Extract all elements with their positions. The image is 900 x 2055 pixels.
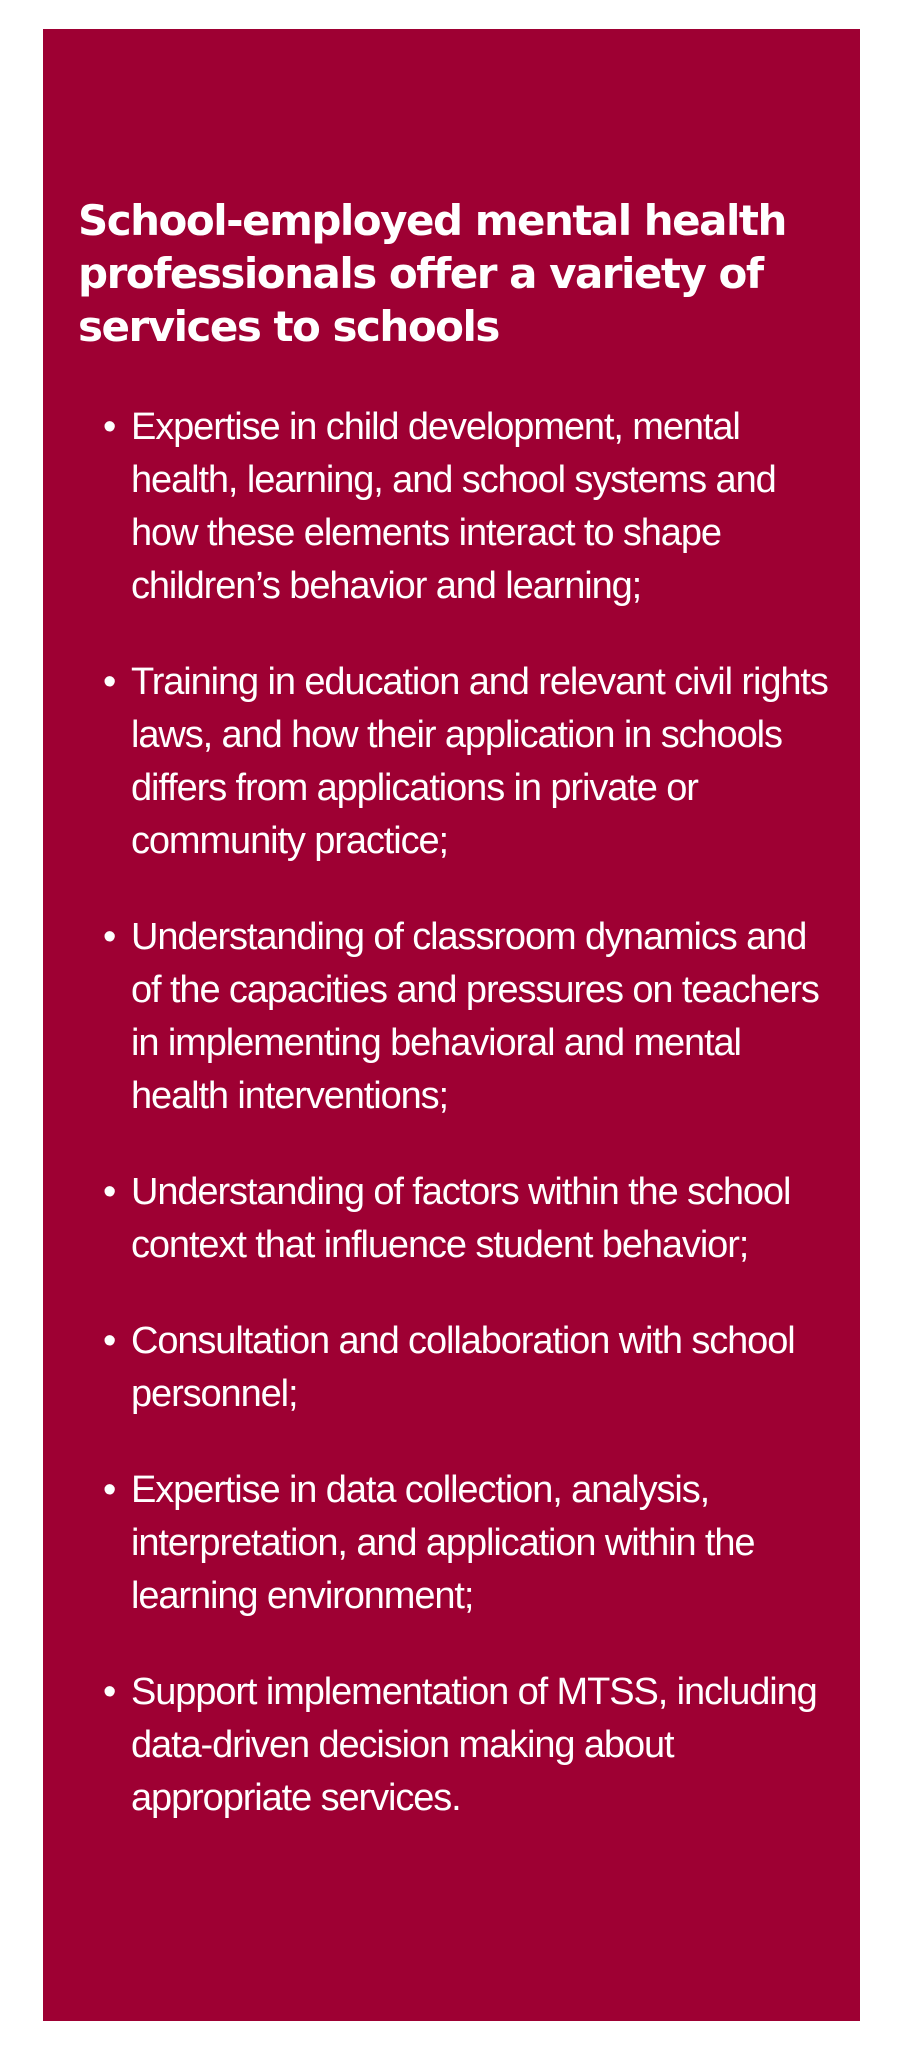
list-item-text: Expertise in data collection, analysis, interpretation, and application within the learning environment; <box>131 1469 755 1617</box>
list-item-text: Understanding of factors within the school context that influence student behavior; <box>131 1171 791 1266</box>
list-item <box>103 401 843 613</box>
list-item <box>103 1166 843 1272</box>
list-item <box>103 656 843 868</box>
bullet-icon: • <box>103 1671 116 1713</box>
list-item <box>103 1315 843 1421</box>
bullet-icon: • <box>103 1469 116 1511</box>
bullet-icon: • <box>103 1320 116 1362</box>
list-item <box>103 1666 843 1825</box>
bullet-icon: • <box>103 661 116 703</box>
list-item-text: Support implementation of MTSS, including data-driven decision making about appropriate services. <box>131 1671 817 1819</box>
bullet-icon: • <box>103 406 116 448</box>
bullet-icon: • <box>103 916 116 958</box>
bullet-icon: • <box>103 1171 116 1213</box>
list-item <box>103 911 843 1123</box>
list-item-text: Training in education and relevant civil rights laws, and how their application in schools differs from applications in private or community practice; <box>131 661 828 862</box>
info-panel <box>43 29 860 2021</box>
list-item-text: Expertise in child development, mental health, learning, and school systems and how these elements interact to shape children’s behavior and learning; <box>131 406 776 607</box>
services-list <box>103 401 843 1868</box>
list-item-text: Understanding of classroom dynamics and of the capacities and pressures on teachers in implementing behavioral and mental health interventions; <box>131 916 819 1117</box>
panel-title: School-employed mental health professionals offer a variety of services to schools <box>78 196 786 351</box>
list-item <box>103 1464 843 1623</box>
list-item-text: Consultation and collaboration with school personnel; <box>131 1320 795 1415</box>
